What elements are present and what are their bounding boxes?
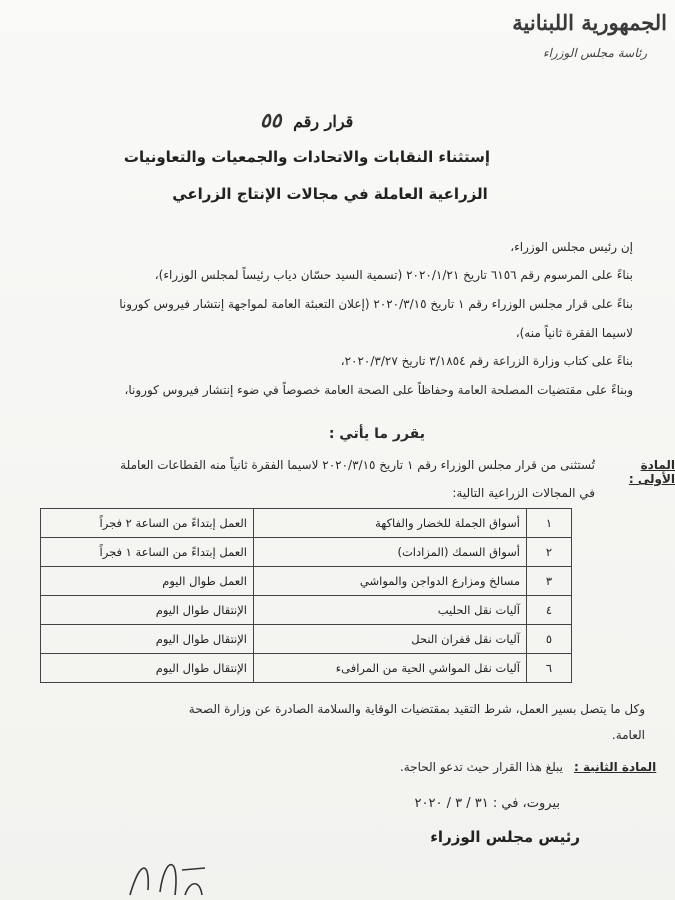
article-2-text: يبلغ هذا القرار حيث تدعو الحاجة. [399, 760, 563, 774]
closing-line-2: العامة. [611, 728, 645, 742]
article-1-label: المادة الأولى : [628, 458, 675, 486]
table-row [41, 538, 572, 567]
republic-header: الجمهورية اللبنانية [512, 10, 667, 35]
title-line-1: إستثناء النقابات والاتحادات والجمعيات والتعاونيات [123, 148, 490, 166]
article-2-label: المادة الثانية : [574, 760, 657, 774]
row-hours: الإنتقال طوال اليوم [41, 625, 254, 654]
row-sector: أسواق السمك (المزادات) [254, 538, 527, 567]
preamble-line-3: بناءً على قرار مجلس الوزراء رقم ١ تاريخ ٢٠٢٠/٣/١٥ (إعلان التعبئة العامة لمواجهة إنتشار فيروس كورونا [119, 297, 633, 311]
row-sector: آليات نقل المواشي الحية من المرافىء [254, 654, 527, 683]
row-hours: العمل إبتداءً من الساعة ١ فجراً [41, 538, 254, 567]
row-number: ٦ [527, 654, 572, 683]
preamble-line-4: لاسيما الفقرة ثانياً منه)، [515, 326, 633, 340]
row-hours: الإنتقال طوال اليوم [41, 654, 254, 683]
row-number: ٤ [527, 596, 572, 625]
row-sector: أسواق الجملة للخضار والفاكهة [254, 509, 527, 538]
closing-line-1: وكل ما يتصل بسير العمل، شرط التقيد بمقتضيات الوقاية والسلامة الصادرة عن وزارة الصحة [188, 702, 645, 716]
preamble-line-6: وبناءً على مقتضيات المصلحة العامة وحفاظاً على الصحة العامة خصوصاً في ضوء إنتشار فيروس كورونا، [124, 383, 633, 397]
preamble-line-5: بناءً على كتاب وزارة الزراعة رقم ٣/١٨٥٤ تاريخ ٢٠٢٠/٣/٢٧، [340, 354, 633, 368]
decision-number-line [260, 108, 353, 132]
row-hours: العمل طوال اليوم [41, 567, 254, 596]
date-line: بيروت، في : ٣١ / ٣ / ٢٠٢٠ [414, 796, 560, 811]
preamble-line-2: بناءً على المرسوم رقم ٦١٥٦ تاريخ ٢٠٢٠/١/٢١ (تسمية السيد حسّان دياب رئيساً لمجلس الوزراء)، [154, 268, 633, 282]
row-number: ٣ [527, 567, 572, 596]
presidency-header: رئاسة مجلس الوزراء [542, 46, 647, 60]
row-hours: الإنتقال طوال اليوم [41, 596, 254, 625]
signature-scribble [120, 850, 210, 900]
sectors-table [40, 508, 572, 683]
row-hours: العمل إبتداءً من الساعة ٢ فجراً [41, 509, 254, 538]
row-sector: آليات نقل قفران النحل [254, 625, 527, 654]
table-row [41, 654, 572, 683]
decision-label: قرار رقم [293, 112, 354, 131]
title-line-2: الزراعية العاملة في مجالات الإنتاج الزراعي [172, 185, 488, 203]
preamble-line-1: إن رئيس مجلس الوزراء، [510, 240, 633, 254]
table-row [41, 509, 572, 538]
table-row [41, 567, 572, 596]
row-number: ١ [527, 509, 572, 538]
article-1-text-2: في المجالات الزراعية التالية: [452, 486, 595, 500]
decides-heading: يقرر ما يأتي : [328, 426, 425, 442]
row-number: ٢ [527, 538, 572, 567]
table-row [41, 596, 572, 625]
row-number: ٥ [527, 625, 572, 654]
table-row [41, 625, 572, 654]
decision-number: ٥٥ [260, 108, 282, 132]
signature-title: رئيس مجلس الوزراء [430, 828, 580, 846]
row-sector: آليات نقل الحليب [254, 596, 527, 625]
article-1-text-1: تُستثنى من قرار مجلس الوزراء رقم ١ تاريخ ٢٠٢٠/٣/١٥ لاسيما الفقرة ثانياً منه القطاعات العاملة [120, 458, 595, 472]
row-sector: مسالخ ومزارع الدواجن والمواشي [254, 567, 527, 596]
